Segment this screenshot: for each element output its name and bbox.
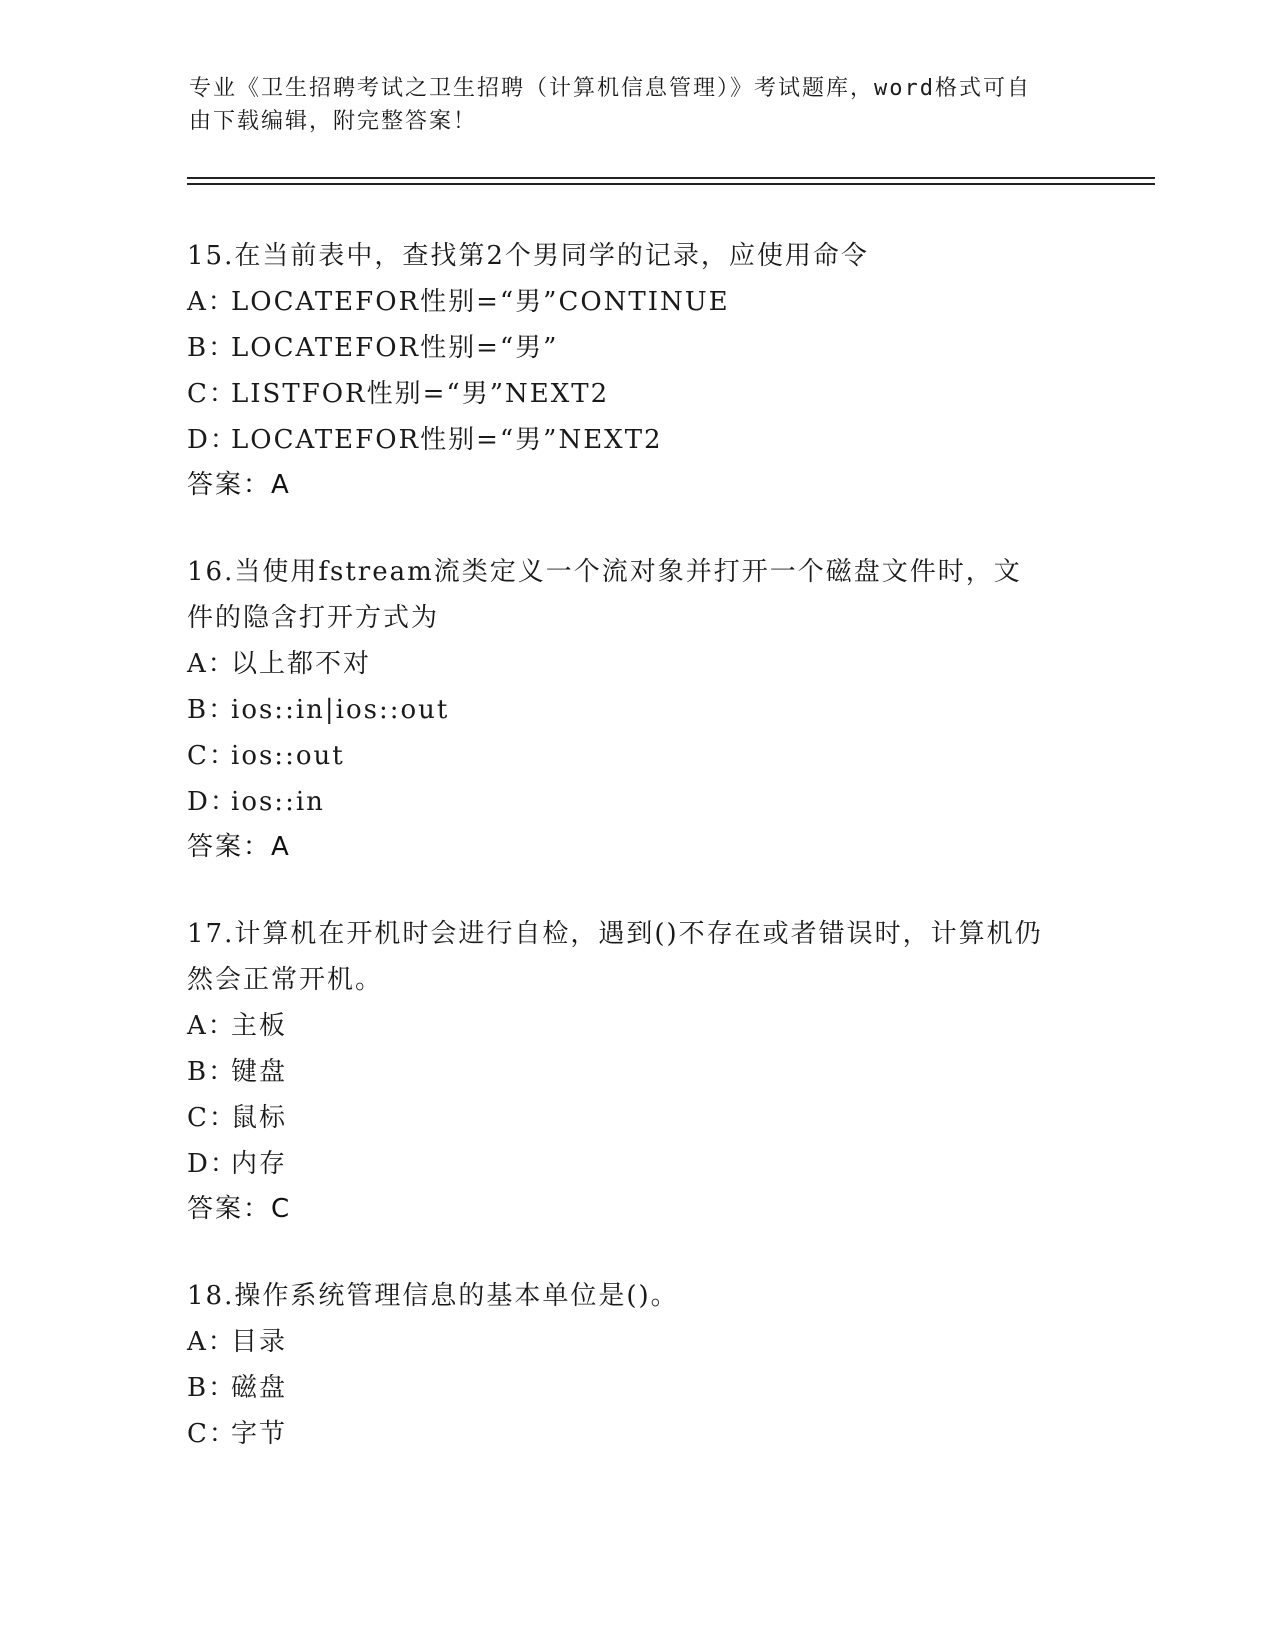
option-text: ios::in (231, 787, 325, 817)
option-text: LOCATEFOR性别=“男”NEXT2 (231, 425, 663, 455)
option-letter: C： (187, 1419, 237, 1449)
option-a (187, 279, 1087, 325)
option-text: 目录 (231, 1327, 288, 1357)
question-stem: 18.操作系统管理信息的基本单位是()。 (187, 1281, 679, 1311)
option-text: 内存 (231, 1149, 288, 1179)
option-letter: B： (187, 1057, 237, 1087)
question-17 (187, 911, 1087, 1231)
option-letter: A： (187, 649, 236, 679)
option-text: LISTFOR性别=“男”NEXT2 (231, 379, 610, 409)
option-text: LOCATEFOR性别=“男”CONTINUE (231, 287, 730, 317)
header-divider-bottom (187, 183, 1155, 185)
option-letter: D： (187, 787, 238, 817)
option-c (187, 371, 1087, 417)
option-d (187, 779, 1087, 825)
option-b (187, 325, 1087, 371)
option-b (187, 1365, 1087, 1411)
answer-line: 答案：C (187, 1194, 292, 1224)
option-text: LOCATEFOR性别=“男” (231, 333, 559, 363)
option-c (187, 733, 1087, 779)
question-18 (187, 1273, 1087, 1457)
question-15 (187, 233, 1087, 507)
answer-line: 答案：A (187, 832, 291, 862)
header-divider-top (187, 177, 1155, 179)
question-stem: 15.在当前表中，查找第2个男同学的记录，应使用命令 (187, 241, 869, 271)
option-text: 以上都不对 (231, 649, 372, 679)
option-letter: D： (187, 425, 238, 455)
question-list (187, 233, 1087, 1499)
option-letter: C： (187, 741, 237, 771)
option-text: 键盘 (231, 1057, 288, 1087)
option-letter: A： (187, 287, 236, 317)
option-letter: C： (187, 379, 237, 409)
option-text: ios::out (231, 741, 345, 771)
header-line-2: 由下载编辑，附完整答案！ (189, 109, 478, 134)
option-letter: B： (187, 1373, 237, 1403)
header-line-1: 专业《卫生招聘考试之卫生招聘（计算机信息管理）》考试题库，word格式可自 (189, 76, 1031, 101)
option-text: 磁盘 (231, 1373, 288, 1403)
answer-line: 答案：A (187, 470, 291, 500)
option-c (187, 1095, 1087, 1141)
option-letter: A： (187, 1011, 236, 1041)
option-text: 字节 (231, 1419, 288, 1449)
option-a (187, 1319, 1087, 1365)
option-letter: B： (187, 333, 237, 363)
option-text: ios::in|ios::out (231, 695, 450, 725)
option-a (187, 641, 1087, 687)
question-stem: 16.当使用fstream流类定义一个流对象并打开一个磁盘文件时，文件的隐含打开方式为 (187, 557, 1022, 633)
option-b (187, 1049, 1087, 1095)
option-letter: C： (187, 1103, 237, 1133)
option-d (187, 417, 1087, 463)
option-letter: A： (187, 1327, 236, 1357)
option-text: 主板 (231, 1011, 288, 1041)
option-b (187, 687, 1087, 733)
document-header (189, 72, 1089, 138)
question-stem: 17.计算机在开机时会进行自检，遇到()不存在或者错误时，计算机仍然会正常开机。 (187, 919, 1043, 995)
option-a (187, 1003, 1087, 1049)
option-c (187, 1411, 1087, 1457)
option-letter: D： (187, 1149, 238, 1179)
question-16 (187, 549, 1087, 869)
option-text: 鼠标 (231, 1103, 288, 1133)
option-d (187, 1141, 1087, 1187)
option-letter: B： (187, 695, 237, 725)
